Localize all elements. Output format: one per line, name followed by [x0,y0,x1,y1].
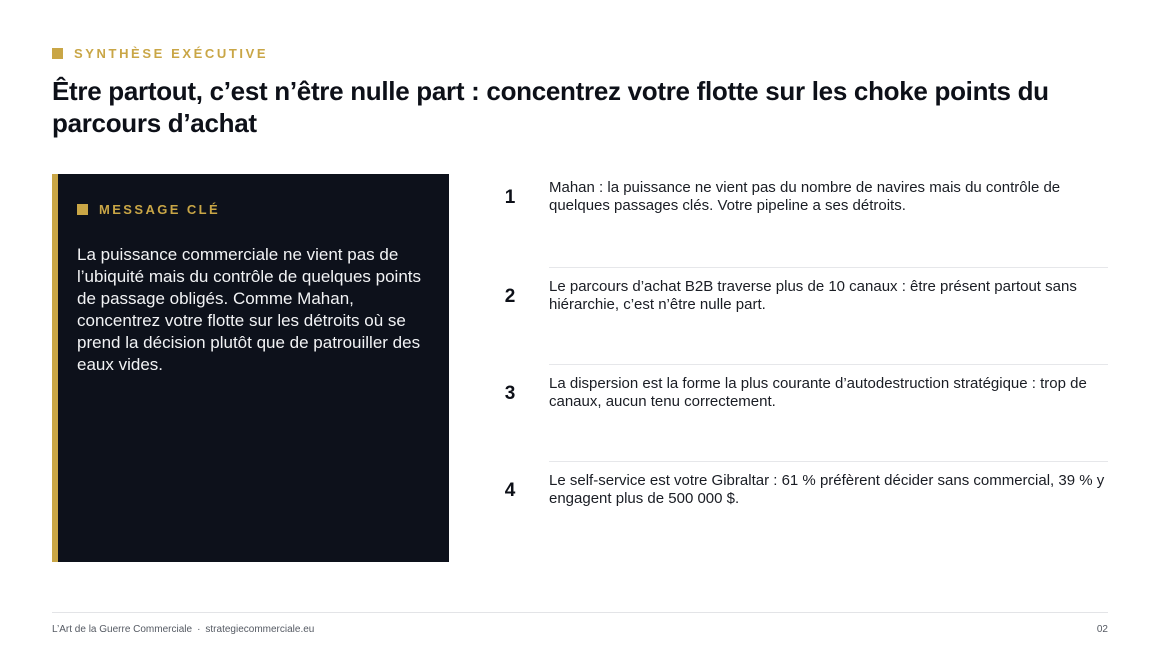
key-point-text: Le parcours d’achat B2B traverse plus de 10 canaux : être présent partout sans hiérarchie, c’est n’être nulle part. [549,278,1077,313]
footer-brand-name: L’Art de la Guerre Commerciale [52,624,193,635]
key-point-number: 2 [504,286,516,307]
footer-brand [52,624,314,635]
key-point-number: 3 [504,383,516,404]
key-point-text: La dispersion est la forme la plus courante d’autodestruction stratégique : trop de canaux, aucun tenu correctement. [549,375,1087,410]
key-message-label: MESSAGE CLÉ [99,202,221,217]
key-point-number: 1 [504,187,516,208]
key-point-number: 4 [504,480,516,501]
eyebrow-label: SYNTHÈSE EXÉCUTIVE [74,46,269,61]
key-point-text: Mahan : la puissance ne vient pas du nombre de navires mais du contrôle de quelques passages clés. Votre pipeline a ses détroits. [549,179,1061,214]
key-points-list [500,170,1108,558]
key-message-square-icon [77,204,88,215]
key-message-header [77,202,220,217]
key-point-text: Le self-service est votre Gibraltar : 61 % préfèrent décider sans commercial, 39 % y engagent plus de 500 000 $. [549,472,1105,507]
footer-separator: · [197,624,201,635]
footer-site: strategiecommerciale.eu [205,624,315,635]
key-point-3 [504,364,1108,461]
eyebrow-square-icon [52,48,63,59]
eyebrow [52,46,268,61]
page-title: Être partout, c’est n’être nulle part : concentrez votre flotte sur les choke points du parcours d’achat [52,76,1049,138]
footer-divider [52,612,1108,613]
key-point-2 [504,267,1108,364]
key-point-4 [504,461,1108,558]
panel-accent-bar [52,174,58,562]
page-number: 02 [1096,624,1108,635]
key-point-1 [500,170,1108,267]
key-message-text: La puissance commerciale ne vient pas de l’ubiquité mais du contrôle de quelques points de passage obligés. Comme Mahan, concentrez votre flotte sur les détroits où se prend la décision plutôt que de patrouiller des eaux vides. [77,245,422,374]
key-message-panel [52,174,449,562]
